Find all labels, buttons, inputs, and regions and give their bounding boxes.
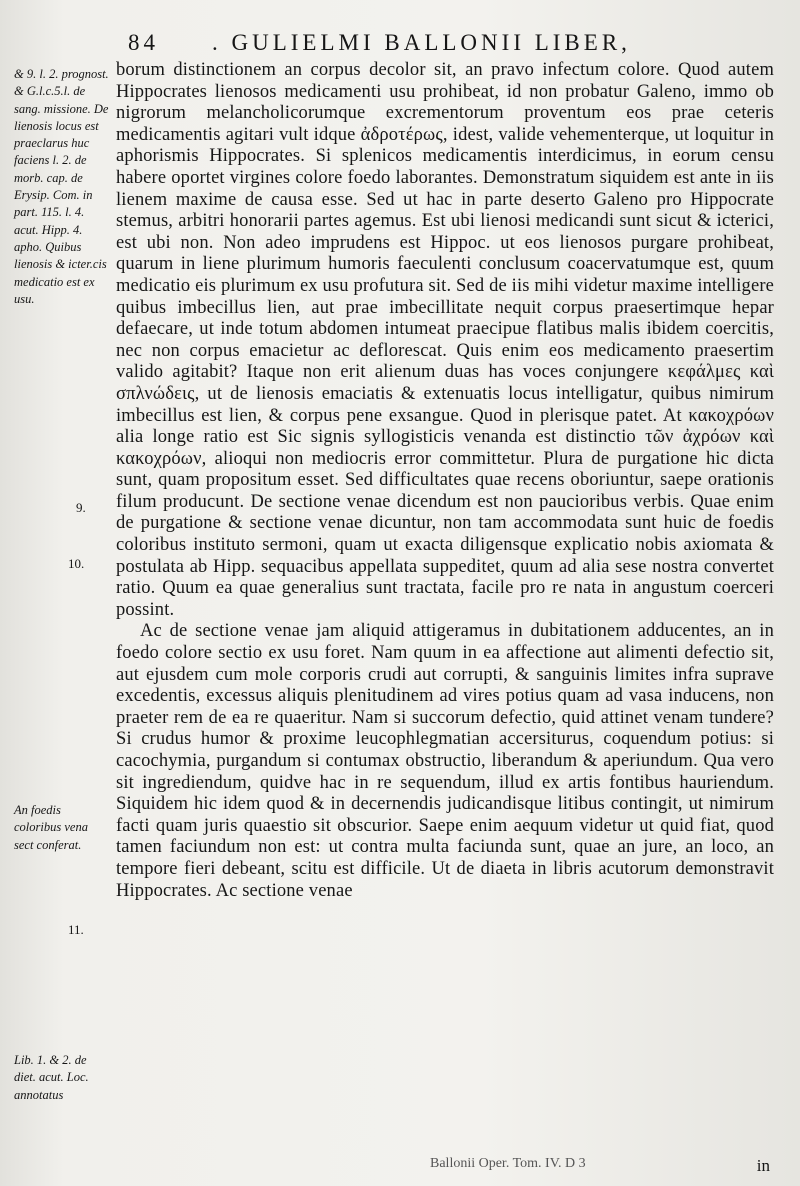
margin-note: & 9. l. 2. prognost. & G.l.c.5.l. de sang. missione. De lienosis locus est praeclarus huc faciens l. 2. de morb. cap. de Erysip. Com. in part. 115. l. 4. acut. Hipp. 4. apho. Quibus lienosis & icter.cis medicatio est ex usu. — [14, 67, 109, 306]
page-number: 84 — [128, 30, 159, 55]
margin-column — [14, 62, 110, 1172]
margin-note: Lib. 1. & 2. de diet. acut. Loc. annotatus — [14, 1053, 89, 1102]
margin-note: An foedis coloribus vena sect conferat. — [14, 803, 88, 852]
catchword: in — [756, 1156, 770, 1175]
paragraph: borum distinctionem an corpus decolor sit, an pravo infectum colore. Quod autem Hippocrates lienosos medicamenti usu prohibeat, id non probatur Galeno, immo ob nigrorum melancholicorumque excrementorum proventum eos prae ceteris medicamentis agitari vult idque ἀδροτέρως, idest, valide vehementerque, ut loquitur in aphorismis Hippocrates. Si splenicos medicamentis interdicimus, in eorum censu habere oportet virgines colore foedo laborantes. Demonstratum siquidem est ante in iis lienem maxime de causa esse. Sed ut hac in parte deserto Galeno pro Hippocrate stemus, arbitri honorarii partes agemus. Est ubi lienosi medicandi sunt sicut & icterici, est ubi non. Non adeo imprudens est Hippoc. ut eos lienosos purgare prohibeat, quarum in liene plurimum humoris faeculenti conclusum coacervatumque est, quum medicatio eis plurimum ex usu profutura sit. Sed de iis mihi videtur maxime intelligere quibus imbecillus lien, aut prae imbecillitate nequit corpus praesertimque hepar defaecare, ut inde totum abdomen intumeat praecipue flatibus malis ibidem coercitis, nec non corpus emacietur ac deflorescat. Quis enim eos medicamento praesertim valido agitabit? Itaque non erit alienum duas has voces conjungere κεφάλμες καὶ σπλνώδεις, ut de lienosis emaciatis & extenuatis locus intelligatur, quibus nimirum imbecillus est lien, & corpus pene exsangue. Quod in plerisque patet. At κακοχρόων alia longe ratio est Sic signis syllogisticis venanda est distinctio τῶν ἀχρόων καὶ κακοχρόων, alioqui non mediocris error committetur. Plura de purgatione hic dicta sunt, quam propositum esset. Sed difficultates quae recens oboriuntur, saepe orationis filum producunt. De sectione venae dicendum est non paucioribus verbis. Quae enim de purgatione & sectione venae dicuntur, non tam accommodata sunt huic de foedis coloribus instituto sermoni, quam ut exacta diligensque explicatio nobis axiomata & postulata ab Hipp. sequacibus appellata suppeditet, quum ad alia sese nostra convertet ratio. Quum ea quae generalius sunt tractata, facile pro re nata in angustum coerceri possint. — [116, 60, 774, 620]
body-text — [116, 60, 774, 1160]
page-footer — [430, 1156, 770, 1180]
footer-signature: Ballonii Oper. Tom. IV. D 3 — [430, 1156, 586, 1171]
running-head: . GULIELMI BALLONII LIBER, — [212, 30, 631, 55]
section-number: 11. — [68, 922, 84, 937]
paragraph: Ac de sectione venae jam aliquid attigeramus in dubitationem adducentes, an in foedo colore sectio ex usu foret. Nam quum in ea affectione aut alimenti defectio sit, aut ejusdem cum mole corporis crudi aut corrupti, & sanguinis limites infra suprave excedentis, excessus aliquis plenitudinem ad vires potius quam ad vasa inducens, non praeter rem de ea re quaeritur. Nam si succorum defectio, quid attinet venam tundere? Si crudus humor & proxime leucophlegmatian accersiturus, coquendum potius: si cacochymia, purgandum si contumax obstructio, liberandum & aperiundum. Qua vero sit ingrediendum, quidve hac in re sequendum, illud ex artis fontibus hauriendum. Siquidem hic idem quod & in decernendis judicandisque litibus contingit, ut nimirum facti quam juris quaestio sit obscurior. Saepe enim aequum videtur ut quid fiat, quod tamen faciundum non est: ut contra multa faciunda sunt, quae an jure, an loco, an tempore fieri debeant, scitu est difficile. Ut de diaeta in libris acutorum demonstravit Hippocrates. Ac sectione venae — [116, 621, 774, 901]
section-number: 9. — [76, 500, 86, 515]
section-number: 10. — [68, 556, 85, 571]
